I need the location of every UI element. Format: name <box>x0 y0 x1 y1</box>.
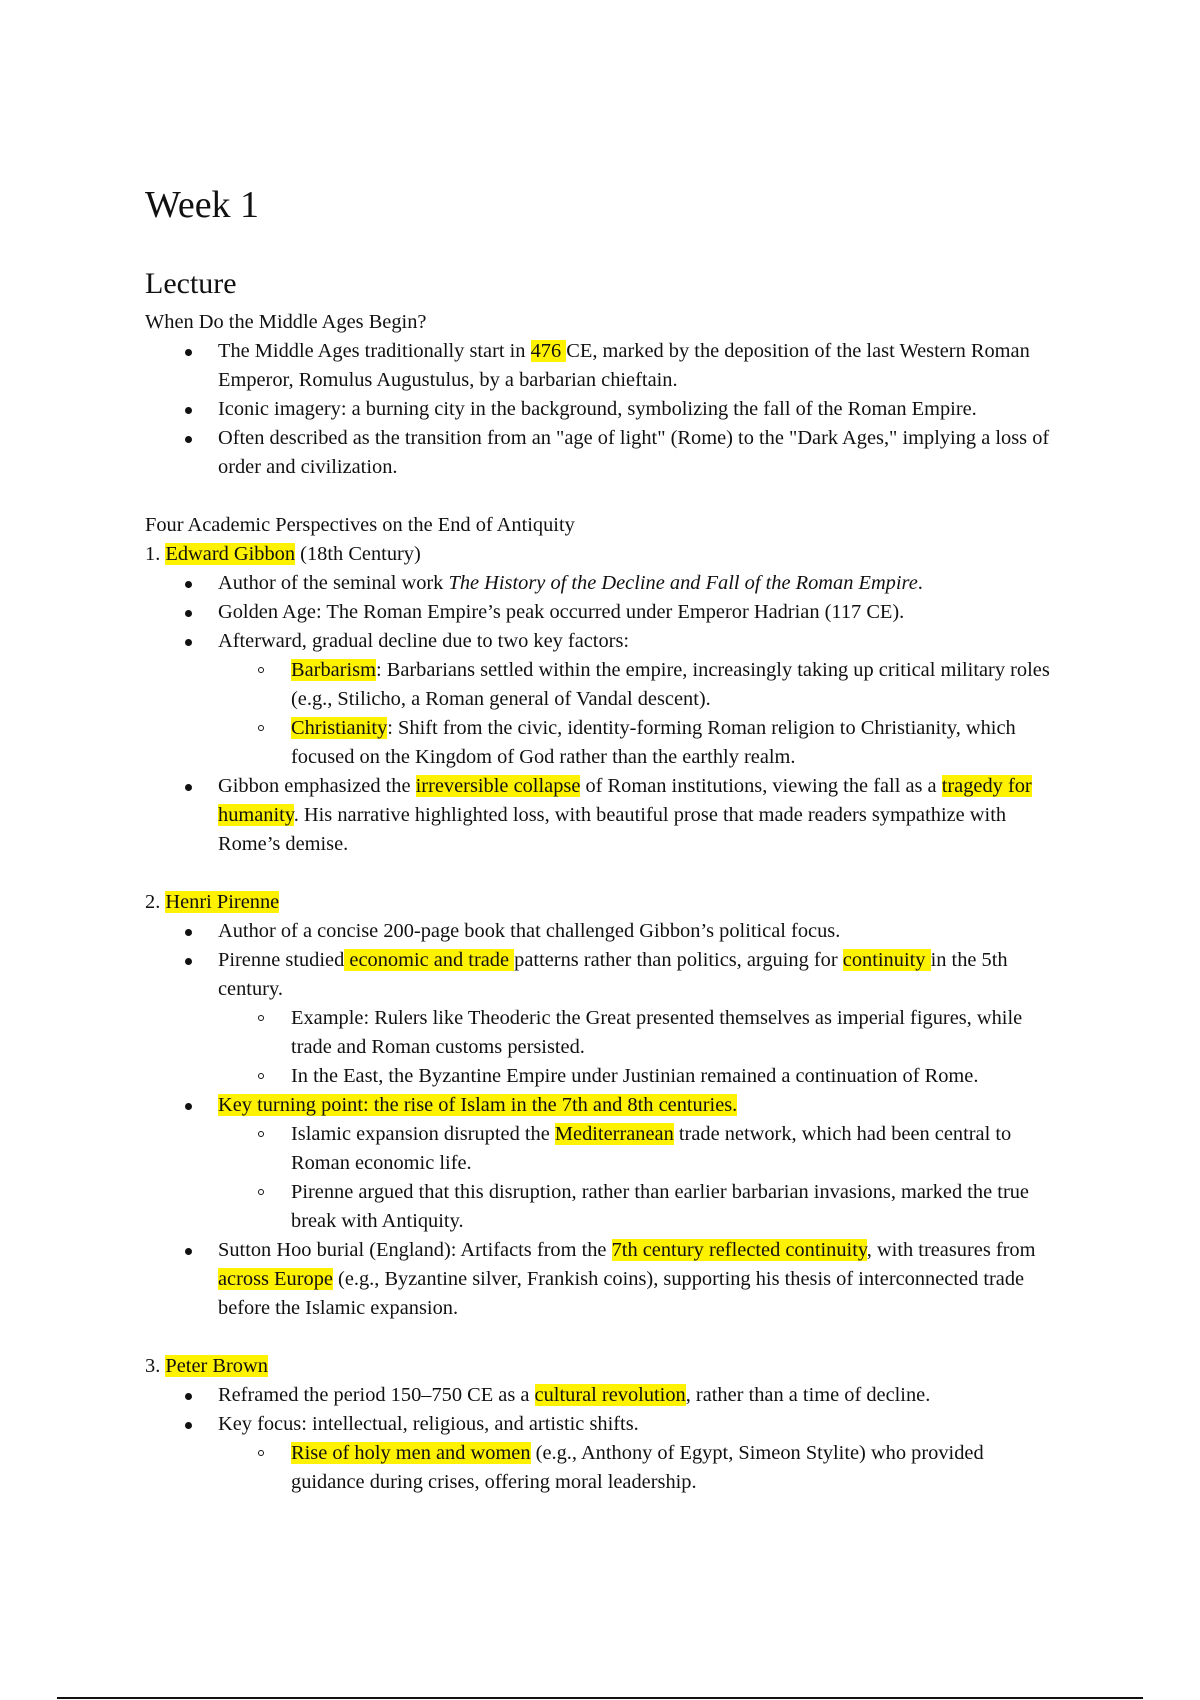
pirenne-bullet: Author of a concise 200-page book that challenged Gibbon’s political focus. <box>145 917 1060 946</box>
perspective-pirenne-heading: 2. Henri Pirenne <box>145 891 280 913</box>
brown-sub-bullet: Rise of holy men and women (e.g., Anthony of Egypt, Simeon Stylite) who provided guidance during crises, offering moral leadership. <box>218 1439 1060 1497</box>
highlight: across Europe <box>218 1268 333 1290</box>
perspective-brown-heading: 3. Peter Brown <box>145 1355 268 1377</box>
highlight: Mediterranean <box>554 1123 674 1145</box>
highlight: Henri Pirenne <box>165 891 280 913</box>
page-title: Week 1 <box>145 184 260 226</box>
document-body <box>145 182 1060 1497</box>
pirenne-sub-bullet: Pirenne argued that this disruption, rather than earlier barbarian invasions, marked the true break with Antiquity. <box>218 1178 1060 1236</box>
highlight: continuity <box>842 949 931 971</box>
highlight: economic and trade <box>344 949 515 971</box>
pirenne-sub-bullet: Example: Rulers like Theoderic the Great presented themselves as imperial figures, while trade and Roman customs persisted. <box>218 1004 1060 1062</box>
brown-bullet: Reframed the period 150–750 CE as a cultural revolution, rather than a time of decline. <box>145 1381 1060 1410</box>
pirenne-sub-bullet: In the East, the Byzantine Empire under Justinian remained a continuation of Rome. <box>218 1062 1060 1091</box>
gibbon-bullet: Golden Age: The Roman Empire’s peak occurred under Emperor Hadrian (117 CE). <box>145 598 1060 627</box>
pirenne-bullet: Sutton Hoo burial (England): Artifacts from the 7th century reflected continuity, with treasures from across Europe (e.g., Byzantine silver, Frankish coins), supporting his thesis of interconnected trade before the Islamic expansion. <box>145 1236 1060 1323</box>
intro-bullet: Often described as the transition from an "age of light" (Rome) to the "Dark Ages," implying a loss of order and civilization. <box>145 424 1060 482</box>
gibbon-bullet: Author of the seminal work The History of the Decline and Fall of the Roman Empire. <box>145 569 1060 598</box>
gibbon-bullet: Gibbon emphasized the irreversible collapse of Roman institutions, viewing the fall as a tragedy for humanity. His narrative highlighted loss, with beautiful prose that made readers sympathize with Rome’s demise. <box>145 772 1060 859</box>
perspective-gibbon-heading: 1. Edward Gibbon (18th Century) <box>145 543 421 565</box>
intro-bullet: Iconic imagery: a burning city in the background, symbolizing the fall of the Roman Empire. <box>145 395 1060 424</box>
highlight: irreversible collapse <box>415 775 581 797</box>
section-heading-lecture: Lecture <box>145 267 237 300</box>
perspectives-heading: Four Academic Perspectives on the End of Antiquity <box>145 514 575 536</box>
pirenne-bullet: Pirenne studied economic and trade patterns rather than politics, arguing for continuity in the 5th century. Example: Rulers like Theoderic the Great presented themselves as imperial figures, while trade and Roman customs persisted. In the East, the Byzantine Empire under Justinian remained a continuation of Rome. <box>145 946 1060 1091</box>
intro-bullet: The Middle Ages traditionally start in 476 CE, marked by the deposition of the last Western Roman Emperor, Romulus Augustulus, by a barbarian chieftain. <box>145 337 1060 395</box>
highlight: Barbarism <box>291 659 376 681</box>
intro-bullet-list <box>145 337 1060 482</box>
highlight: Peter Brown <box>165 1355 268 1377</box>
pirenne-bullet-list <box>145 917 1060 1323</box>
pirenne-sub-list <box>218 1004 1060 1091</box>
gibbon-sub-bullet: Christianity: Shift from the civic, identity-forming Roman religion to Christianity, which focused on the Kingdom of God rather than the earthly realm. <box>218 714 1060 772</box>
highlight: Edward Gibbon <box>165 543 296 565</box>
brown-bullet-list <box>145 1381 1060 1497</box>
brown-bullet: Key focus: intellectual, religious, and artistic shifts. Rise of holy men and women (e.g., Anthony of Egypt, Simeon Stylite) who provided guidance during crises, offering moral leadership. <box>145 1410 1060 1497</box>
book-title: The History of the Decline and Fall of the Roman Empire <box>448 572 918 594</box>
gibbon-bullet-list <box>145 569 1060 859</box>
brown-sub-list <box>218 1439 1060 1497</box>
highlight: 476 <box>530 340 567 362</box>
gibbon-bullet: Afterward, gradual decline due to two key factors: Barbarism: Barbarians settled within the empire, increasingly taking up critical military roles (e.g., Stilicho, a Roman general of Vandal descent). Christianity: Shift from the civic, identity-forming Roman religion to Christianity, which focused on the Kingdom of God rather than the earthly realm. <box>145 627 1060 772</box>
highlight: 7th century reflected continuity <box>611 1239 867 1261</box>
gibbon-sub-list <box>218 656 1060 772</box>
highlight: Key turning point: the rise of Islam in the 7th and 8th centuries. <box>218 1094 738 1116</box>
intro-question: When Do the Middle Ages Begin? <box>145 311 427 333</box>
page-bottom-rule <box>57 1697 1143 1699</box>
highlight: tragedy for humanity <box>218 775 1032 826</box>
highlight: Rise of holy men and women <box>291 1442 531 1464</box>
pirenne-sub-bullet: Islamic expansion disrupted the Mediterranean trade network, which had been central to Roman economic life. <box>218 1120 1060 1178</box>
pirenne-bullet <box>145 1091 1060 1236</box>
highlight: Christianity <box>291 717 388 739</box>
highlight: cultural revolution <box>534 1384 686 1406</box>
gibbon-sub-bullet: Barbarism: Barbarians settled within the empire, increasingly taking up critical military roles (e.g., Stilicho, a Roman general of Vandal descent). <box>218 656 1060 714</box>
pirenne-sub-list <box>218 1120 1060 1236</box>
